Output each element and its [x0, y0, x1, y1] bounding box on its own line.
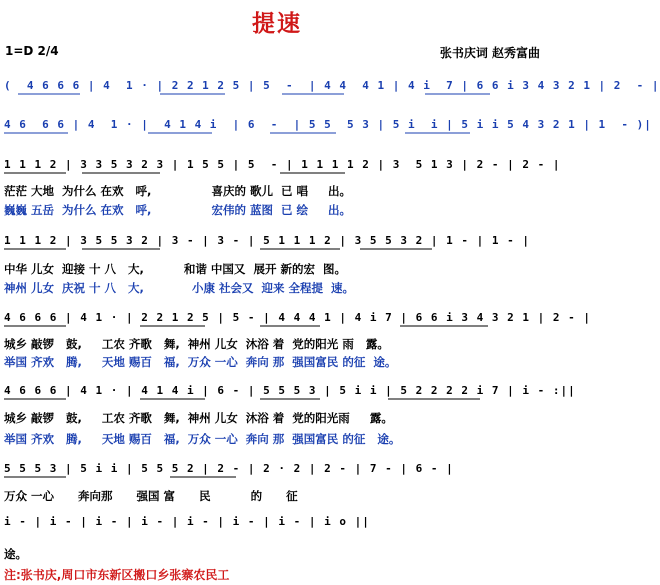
song-title: 提速	[252, 11, 302, 37]
notation-line: 4 6 6 6 | 4 1 · | 4 1 4 i | 6 - | 5 5 5 3 | 5 i i | 5 i i 5 4 3 2 1 | 1 - )|	[4, 118, 652, 131]
key-signature: 1=D 2/4	[5, 44, 59, 58]
notation-line: i - | i - | i - | i - | i - | i - | i - | i o ||	[4, 515, 370, 528]
notation-line: 5 5 5 3 | 5 i i | 5 5 5 2 | 2 - | 2 · 2 | 2 - | 7 - | 6 - |	[4, 462, 454, 475]
notation-line: ( 4 6 6 6 | 4 1 · | 2 2 1 2 5 | 5 - | 4 4 4 1 | 4 i 7 | 6 6 i 3 4 3 2 1 | 2 - |	[4, 79, 660, 92]
lyric-line: 城乡 敲锣 鼓, 工农 齐歌 舞, 神州 儿女 沐浴 着 党的阳光 雨 露。	[4, 337, 389, 351]
lyric-line: 神州 儿女 庆祝 十 八 大, 小康 社会又 迎来 全程提 速。	[4, 281, 354, 295]
notation-line: 1 1 1 2 | 3 3 5 3 2 3 | 1 5 5 | 5 - | 1 1 1 1 2 | 3 5 1 3 | 2 - | 2 - |	[4, 158, 561, 171]
notation-line: 1 1 1 2 | 3 5 5 3 2 | 3 - | 3 - | 5 1 1 1 2 | 3 5 5 3 2 | 1 - | 1 - |	[4, 234, 530, 247]
lyric-line: 巍巍 五岳 为什么 在欢 呼, 宏伟的 蓝图 已 绘 出。	[4, 203, 351, 217]
lyric-line: 万众 一心 奔向那 强国 富 民 的 征	[4, 489, 298, 503]
credits: 张书庆词 赵秀富曲	[439, 46, 540, 60]
lyric-line: 中华 儿女 迎接 十 八 大, 和谐 中国又 展开 新的宏 图。	[4, 262, 346, 276]
lyric-line: 举国 齐欢 腾, 天地 赐百 福, 万众 一心 奔向 那 强国富民 的征 途。	[4, 432, 401, 446]
notation-line: 4 6 6 6 | 4 1 · | 2 2 1 2 5 | 5 - | 4 4 4 1 | 4 i 7 | 6 6 i 3 4 3 2 1 | 2 - |	[4, 311, 591, 324]
lyric-line: 茫茫 大地 为什么 在欢 呼, 喜庆的 歌儿 已 唱 出。	[4, 184, 351, 198]
notation-line: 4 6 6 6 | 4 1 · | 4 1 4 i | 6 - | 5 5 5 3 | 5 i i | 5 2 2 2 2 i 7 | i - :||	[4, 384, 576, 397]
lyric-line: 举国 齐欢 腾, 天地 赐百 福, 万众 一心 奔向 那 强国富民 的征 途。	[4, 355, 397, 369]
footnote: 注:张书庆,周口市东新区搬口乡张寨农民工	[4, 568, 230, 582]
lyric-line: 途。	[4, 547, 27, 561]
lyric-line: 城乡 敲锣 鼓, 工农 齐歌 舞, 神州 儿女 沐浴 着 党的阳光雨 露。	[4, 411, 393, 425]
